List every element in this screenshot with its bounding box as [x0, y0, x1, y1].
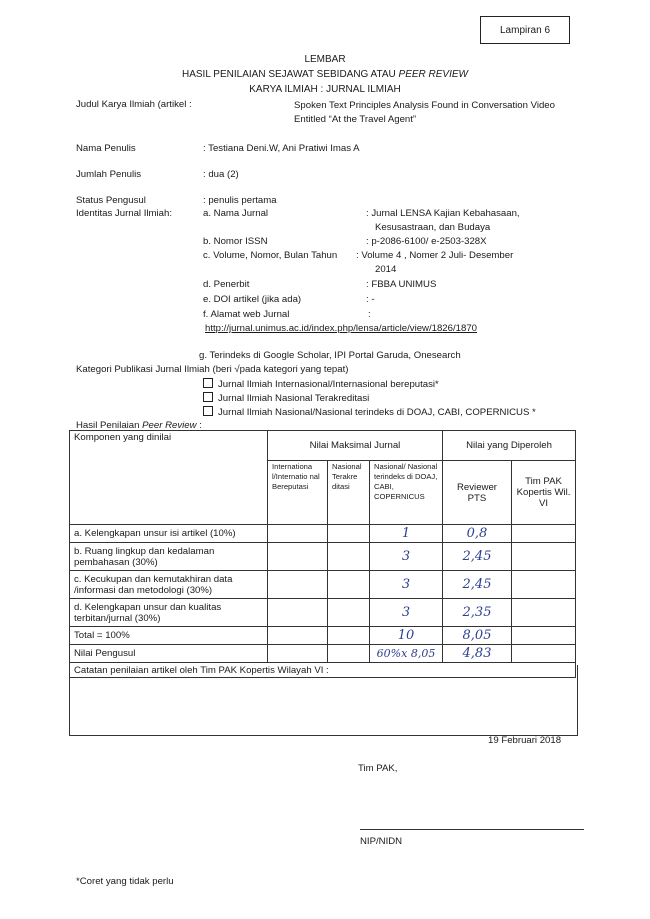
kategori-option-2-label: Jurnal Ilmiah Nasional Terakreditasi	[218, 393, 370, 404]
header-nilai-diperoleh: Nilai yang Diperoleh	[443, 431, 576, 461]
header-reviewer-pts: Reviewer PTS	[443, 461, 512, 525]
table-row-total	[70, 627, 576, 645]
lampiran-box	[480, 16, 570, 44]
header-nilai-maksimal: Nilai Maksimal Jurnal	[268, 431, 443, 461]
cell-empty	[268, 599, 328, 627]
row-label: d. Kelengkapan unsur dan kualitas terbitan/jurnal (30%)	[70, 599, 268, 627]
checkbox-icon[interactable]	[203, 392, 213, 402]
header-nasional-terindeks: Nasional/ Nasional terindeks di DOAJ, CABI, COPERNICUS	[370, 461, 443, 525]
catatan-label: Catatan penilaian artikel oleh Tim PAK Kopertis Wilayah VI :	[70, 663, 576, 678]
hasil-label-text: Hasil Penilaian	[76, 420, 143, 431]
pengusul-max: 60%x 8,05	[370, 645, 443, 663]
cell-empty	[328, 525, 370, 543]
status-value: : penulis pertama	[203, 195, 277, 206]
signature-line	[360, 829, 584, 830]
total-score: 8,05	[443, 627, 512, 645]
checkbox-icon[interactable]	[203, 406, 213, 416]
header-internasional: Internationa l/Internatio nal Bereputasi	[268, 461, 328, 525]
status-label: Status Pengusul	[76, 195, 146, 206]
cell-empty	[268, 525, 328, 543]
header-line3: KARYA ILMIAH : JURNAL ILMIAH	[249, 84, 401, 95]
nama-jurnal-value-2: Kesusastraan, dan Budaya	[375, 222, 491, 233]
checkbox-icon[interactable]	[203, 378, 213, 388]
nip-label: NIP/NIDN	[360, 836, 403, 847]
cell-empty	[512, 627, 576, 645]
row-score: 2,35	[443, 599, 512, 627]
kategori-option-2[interactable]	[203, 392, 369, 404]
kategori-option-1-label: Jurnal Ilmiah Internasional/Internasional bereputasi*	[218, 379, 439, 390]
cell-empty	[328, 571, 370, 599]
header-tim-pak: Tim PAK Kopertis Wil. VI	[512, 461, 576, 525]
row-score: 0,8	[443, 525, 512, 543]
tim-pak-label: Tim PAK,	[358, 763, 398, 774]
header-line2-italic: PEER REVIEW	[398, 69, 468, 80]
terindeks-text: g. Terindeks di Google Scholar, IPI Portal Garuda, Onesearch	[199, 350, 461, 361]
volume-value: : Volume 4 , Nomer 2 Juli- Desember	[356, 250, 514, 261]
date: 19 Februari 2018	[488, 735, 562, 746]
total-label: Total = 100%	[70, 627, 268, 645]
penerbit-label: d. Penerbit	[203, 279, 250, 290]
judul-label: Judul Karya Ilmiah (artikel :	[76, 99, 192, 110]
header-line2	[0, 69, 650, 80]
row-score: 2,45	[443, 543, 512, 571]
hasil-label-italic: Peer Review	[142, 420, 197, 431]
cell-empty	[512, 525, 576, 543]
row-max: 3	[370, 543, 443, 571]
header-line1: LEMBAR	[304, 54, 346, 65]
footnote: *Coret yang tidak perlu	[76, 876, 174, 887]
nama-value: : Testiana Deni.W, Ani Pratiwi Imas A	[203, 143, 360, 154]
cell-empty	[512, 599, 576, 627]
cell-empty	[268, 645, 328, 663]
peer-review-table	[69, 430, 576, 678]
doi-label: e. DOI artikel (jika ada)	[203, 294, 302, 305]
row-score: 2,45	[443, 571, 512, 599]
header-komponen: Komponen yang dinilai	[70, 431, 268, 525]
cell-empty	[328, 645, 370, 663]
row-max: 3	[370, 599, 443, 627]
table-row-pengusul	[70, 645, 576, 663]
table-row	[70, 525, 576, 543]
row-label: a. Kelengkapan unsur isi artikel (10%)	[70, 525, 268, 543]
web-colon: :	[368, 309, 371, 320]
cell-empty	[268, 571, 328, 599]
kategori-option-3[interactable]	[203, 406, 536, 418]
judul-value: Spoken Text Principles Analysis Found in Conversation Video Entitled “At the Travel Agent”	[294, 100, 555, 125]
hasil-label-suffix: :	[196, 420, 202, 431]
catatan-box[interactable]	[69, 665, 578, 736]
web-label: f. Alamat web Jurnal	[203, 309, 290, 320]
cell-empty	[268, 543, 328, 571]
table-row	[70, 543, 576, 571]
table-row	[70, 571, 576, 599]
kategori-option-3-label: Jurnal Ilmiah Nasional/Nasional terindeks di DOAJ, CABI, COPERNICUS *	[218, 407, 536, 418]
lampiran-label: Lampiran 6	[499, 24, 551, 36]
kategori-title: Kategori Publikasi Jurnal Ilmiah (beri √pada kategori yang tepat)	[76, 364, 349, 375]
volume-value-2: 2014	[375, 264, 397, 275]
volume-label: c. Volume, Nomor, Bulan Tahun	[203, 250, 338, 261]
jumlah-label: Jumlah Penulis	[76, 169, 142, 180]
cell-empty	[512, 543, 576, 571]
nama-jurnal-label: a. Nama Jurnal	[203, 208, 269, 219]
cell-empty	[512, 645, 576, 663]
header-line2-text: HASIL PENILAIAN SEJAWAT SEBIDANG ATAU	[181, 69, 399, 80]
kategori-option-1[interactable]	[203, 378, 439, 390]
pengusul-score: 4,83	[443, 645, 512, 663]
table-row	[70, 599, 576, 627]
header-nasional-akreditasi: Nasional Terakre ditasi	[328, 461, 370, 525]
cell-empty	[512, 571, 576, 599]
pengusul-label: Nilai Pengusul	[70, 645, 268, 663]
cell-empty	[328, 627, 370, 645]
identitas-label: Identitas Jurnal Ilmiah:	[76, 208, 172, 219]
cell-empty	[328, 599, 370, 627]
cell-empty	[268, 627, 328, 645]
issn-label: b. Nomor ISSN	[203, 236, 268, 247]
row-label: c. Kecukupan dan kemutakhiran data /informasi dan metodologi (30%)	[70, 571, 268, 599]
issn-value: : p-2086-6100/ e-2503-328X	[366, 236, 487, 247]
nama-label: Nama Penulis	[76, 143, 136, 154]
doi-value: : -	[366, 294, 375, 305]
nama-jurnal-value: : Jurnal LENSA Kajian Kebahasaan,	[366, 208, 520, 219]
jumlah-value: : dua (2)	[203, 169, 239, 180]
row-max: 1	[370, 525, 443, 543]
journal-url-link[interactable]: http://jurnal.unimus.ac.id/index.php/lensa/article/view/1826/1870	[205, 323, 477, 334]
cell-empty	[328, 543, 370, 571]
penerbit-value: : FBBA UNIMUS	[366, 279, 437, 290]
total-max: 10	[370, 627, 443, 645]
row-label: b. Ruang lingkup dan kedalaman pembahasan (30%)	[70, 543, 268, 571]
row-max: 3	[370, 571, 443, 599]
